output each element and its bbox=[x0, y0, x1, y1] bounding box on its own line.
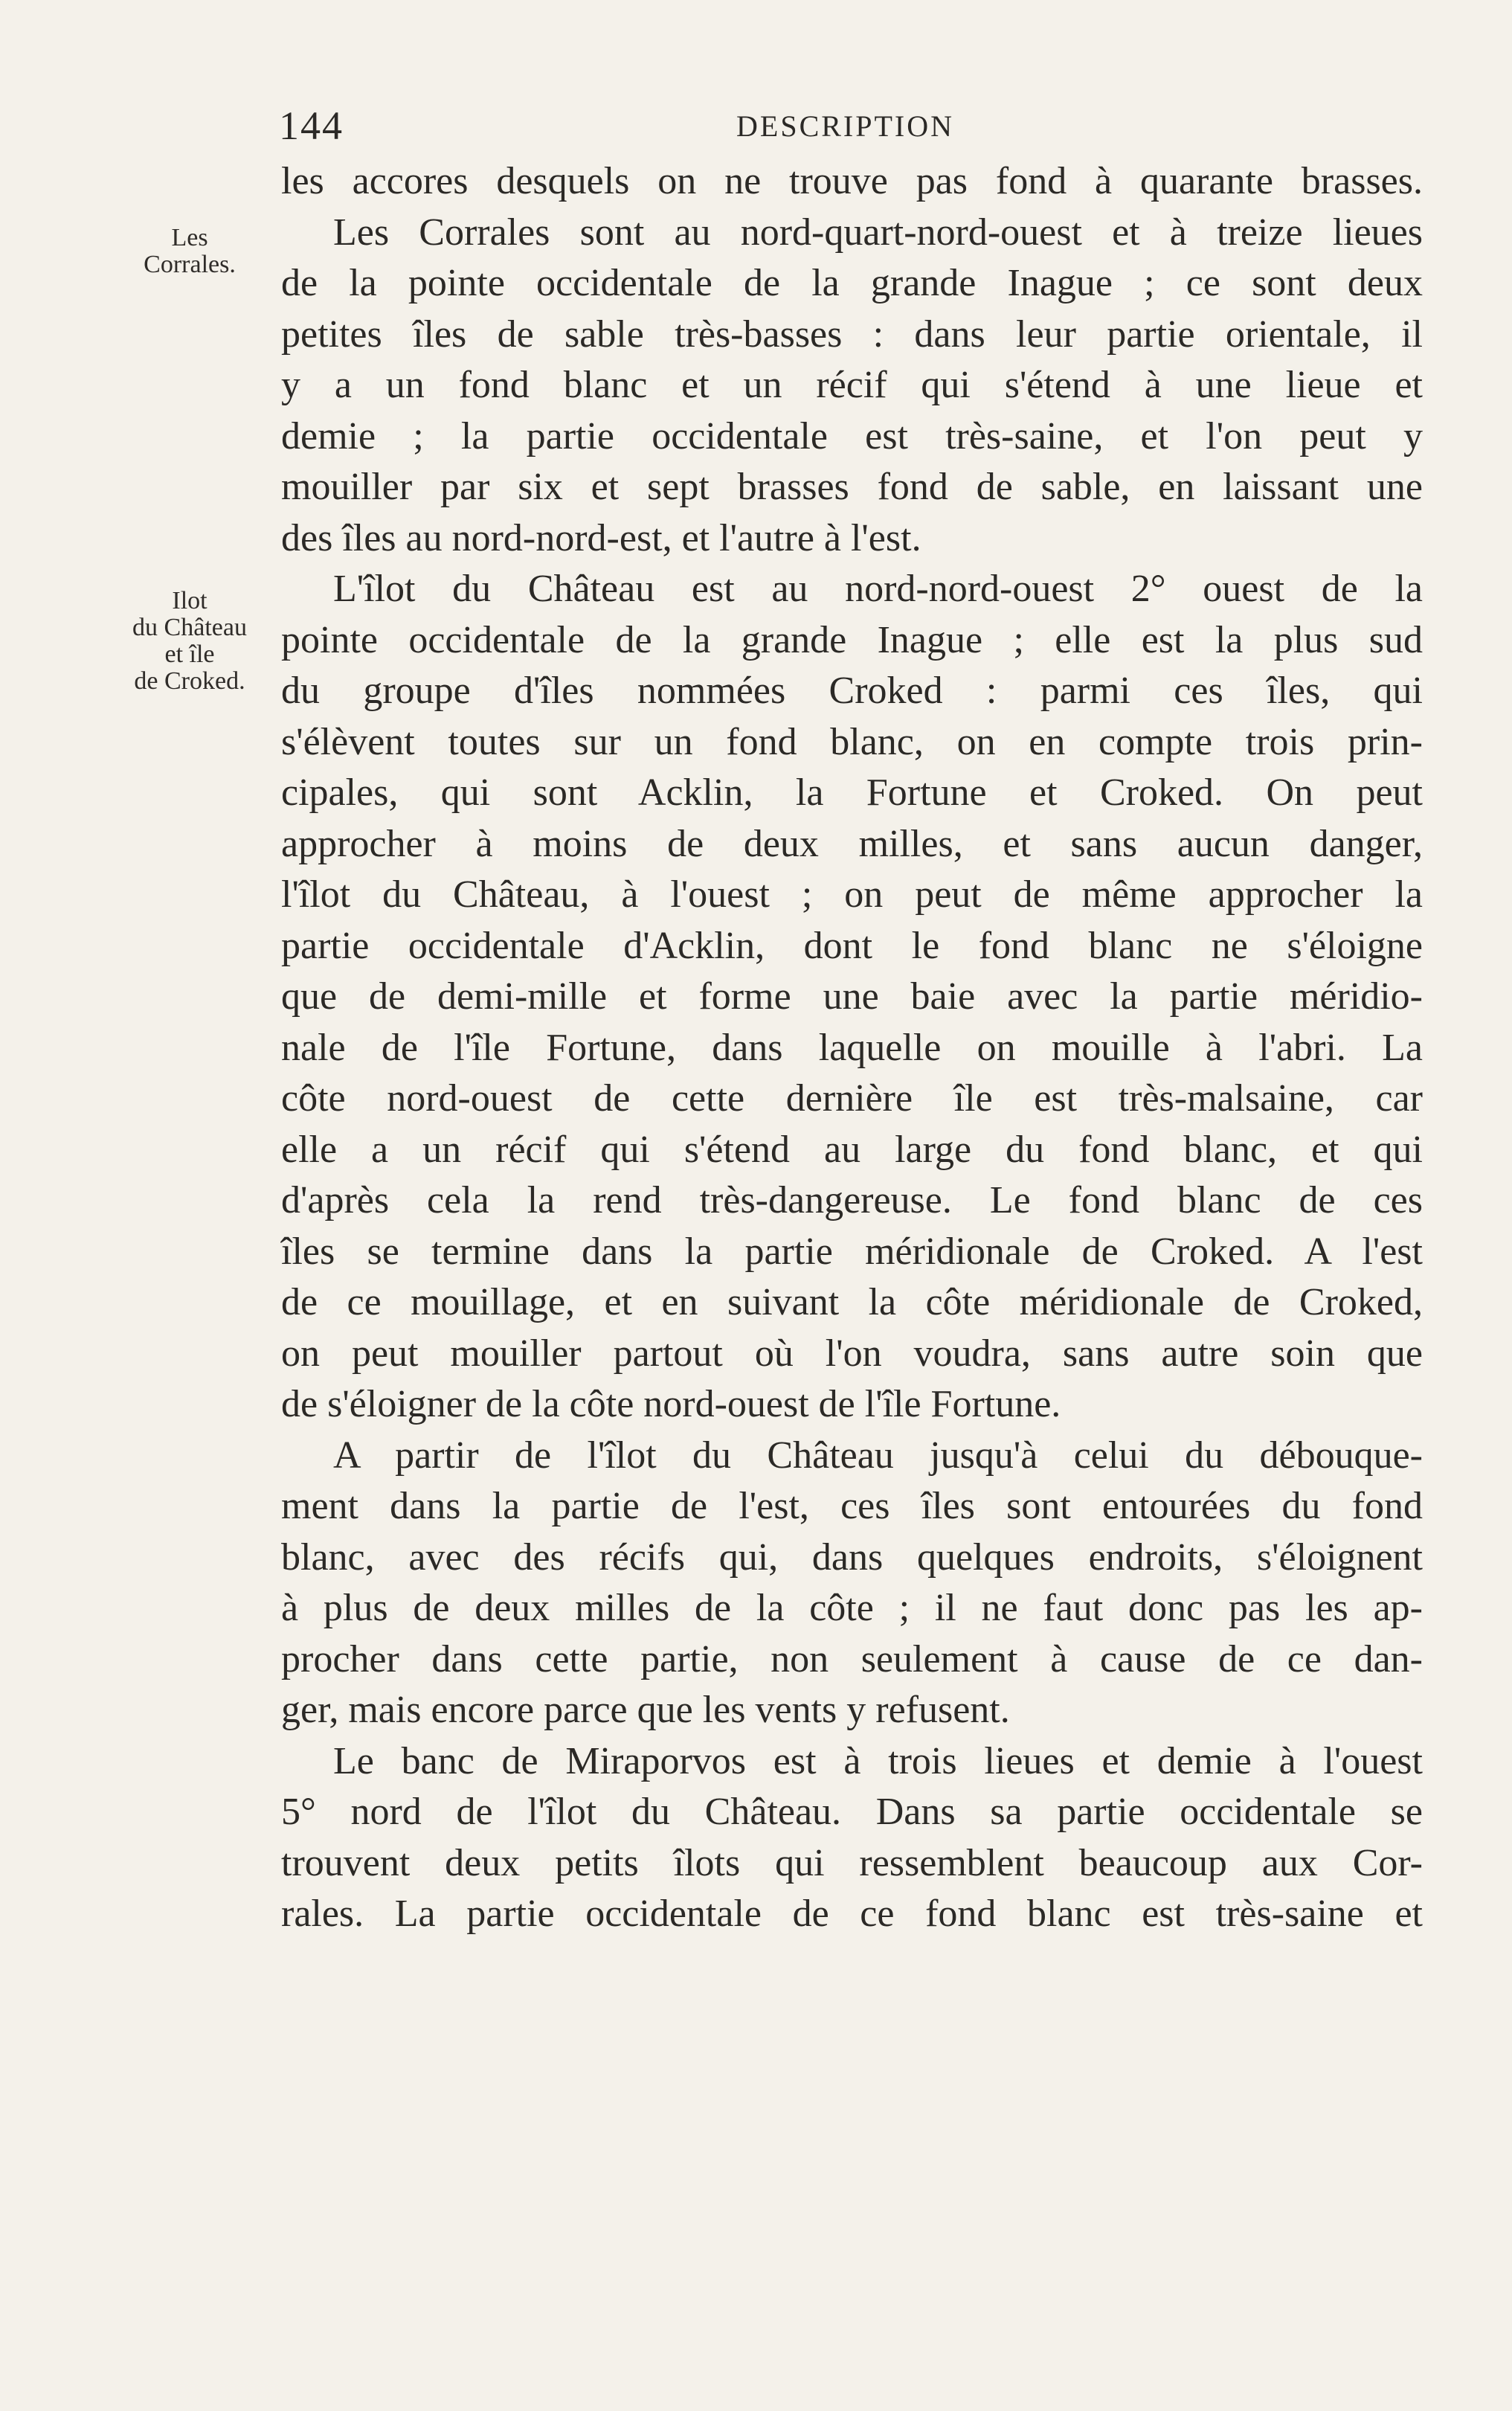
text-line: A partir de l'îlot du Château jusqu'à celui du débouque- bbox=[333, 1434, 1423, 1477]
page-header bbox=[279, 103, 1424, 155]
text-line: Le banc de Miraporvos est à trois lieues et demie à l'ouest bbox=[333, 1739, 1423, 1782]
text-line: approcher à moins de deux milles, et sans aucun danger, bbox=[281, 822, 1423, 865]
running-title: DESCRIPTION bbox=[736, 109, 955, 143]
margin-note-ilot-du-chateau bbox=[82, 588, 297, 695]
text-line: côte nord-ouest de cette dernière île est très-malsaine, car bbox=[281, 1077, 1423, 1120]
text-line: mouiller par six et sept brasses fond de sable, en laissant une bbox=[281, 466, 1423, 508]
text-line: ger, mais encore parce que les vents y refusent. bbox=[281, 1689, 1010, 1731]
margin-note-line: et île bbox=[164, 641, 215, 668]
text-line: 5° nord de l'îlot du Château. Dans sa partie occidentale se bbox=[281, 1791, 1423, 1833]
margin-note-corrales bbox=[82, 225, 297, 278]
margin-note-line: du Château bbox=[132, 614, 247, 641]
text-line: Les Corrales sont au nord-quart-nord-ouest et à treize lieues bbox=[333, 211, 1423, 254]
text-line: rales. La partie occidentale de ce fond blanc est très-saine et bbox=[281, 1892, 1423, 1935]
text-line: des îles au nord-nord-est, et l'autre à l'est. bbox=[281, 516, 921, 559]
margin-note-line: de Croked. bbox=[134, 667, 245, 695]
text-line: y a un fond blanc et un récif qui s'étend à une lieue et bbox=[281, 364, 1423, 406]
margin-note-line: Les bbox=[171, 224, 208, 251]
text-line: de la pointe occidentale de la grande Inague ; ce sont deux bbox=[281, 262, 1423, 304]
page-number: 144 bbox=[279, 103, 344, 148]
margin-note-line: Ilot bbox=[172, 587, 208, 614]
text-line: partie occidentale d'Acklin, dont le fond blanc ne s'éloigne bbox=[281, 924, 1423, 967]
text-line: îles se termine dans la partie méridionale de Croked. A l'est bbox=[281, 1230, 1423, 1273]
text-line: nale de l'île Fortune, dans laquelle on mouille à l'abri. La bbox=[281, 1026, 1423, 1069]
margin-note-line: Corrales. bbox=[144, 251, 236, 278]
text-line: trouvent deux petits îlots qui ressemblent beaucoup aux Cor- bbox=[281, 1841, 1423, 1884]
text-line: d'après cela la rend très-dangereuse. Le fond blanc de ces bbox=[281, 1179, 1423, 1221]
text-line: l'îlot du Château, à l'ouest ; on peut de même approcher la bbox=[281, 873, 1423, 916]
text-line: du groupe d'îles nommées Croked : parmi ces îles, qui bbox=[281, 670, 1423, 712]
text-line: que de demi-mille et forme une baie avec la partie méridio- bbox=[281, 975, 1423, 1018]
text-line: procher dans cette partie, non seulement à cause de ce dan- bbox=[281, 1637, 1423, 1680]
text-line: elle a un récif qui s'étend au large du fond blanc, et qui bbox=[281, 1128, 1423, 1171]
text-line: de ce mouillage, et en suivant la côte méridionale de Croked, bbox=[281, 1281, 1423, 1323]
text-line: de s'éloigner de la côte nord-ouest de l'île Fortune. bbox=[281, 1383, 1061, 1425]
text-line: L'îlot du Château est au nord-nord-ouest 2° ouest de la bbox=[333, 568, 1423, 610]
body-text bbox=[281, 156, 1423, 1940]
text-line: demie ; la partie occidentale est très-saine, et l'on peut y bbox=[281, 414, 1423, 458]
text-line: ment dans la partie de l'est, ces îles sont entourées du fond bbox=[281, 1485, 1423, 1527]
text-line: blanc, avec des récifs qui, dans quelques endroits, s'éloignent bbox=[281, 1535, 1423, 1579]
text-line: les accores desquels on ne trouve pas fond à quarante brasses. bbox=[281, 160, 1423, 202]
text-line: petites îles de sable très-basses : dans leur partie orientale, il bbox=[281, 312, 1423, 356]
text-line: à plus de deux milles de la côte ; il ne faut donc pas les ap- bbox=[281, 1587, 1423, 1629]
text-line: s'élèvent toutes sur un fond blanc, on en compte trois prin- bbox=[281, 720, 1423, 763]
text-line: on peut mouiller partout où l'on voudra, sans autre soin que bbox=[281, 1332, 1423, 1375]
text-line: cipales, qui sont Acklin, la Fortune et Croked. On peut bbox=[281, 771, 1423, 814]
text-line: pointe occidentale de la grande Inague ; elle est la plus sud bbox=[281, 618, 1423, 661]
